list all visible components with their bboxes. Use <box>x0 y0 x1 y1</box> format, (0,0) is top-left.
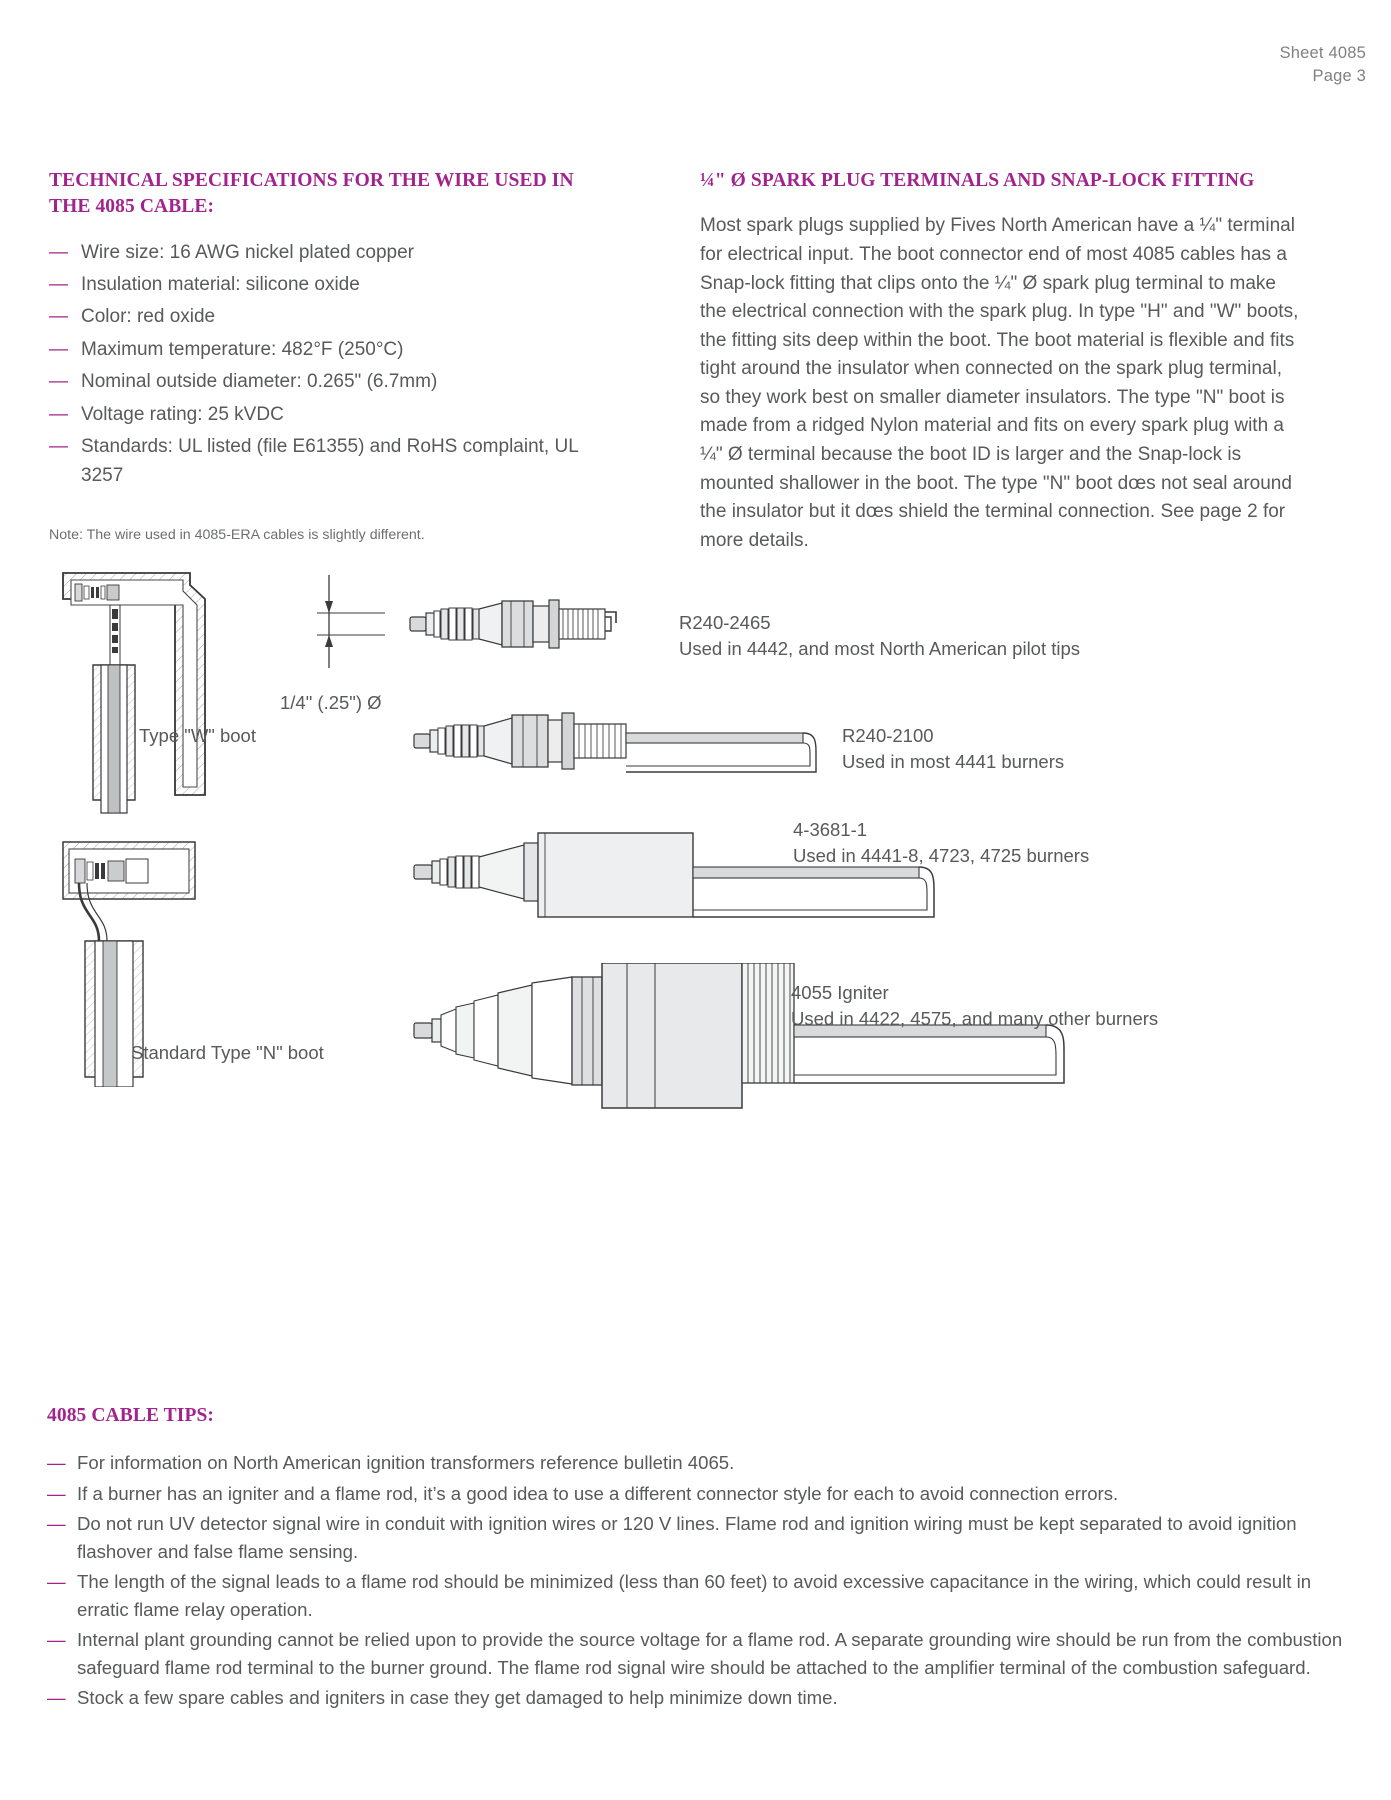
part-usage: Used in 4422, 4575, and many other burners <box>791 1008 1159 1030</box>
spec-text: Standards: UL listed (file E61355) and RoHS complaint, UL 3257 <box>81 435 579 486</box>
spec-text: Maximum temperature: 482°F (250°C) <box>81 338 404 360</box>
dash-bullet-icon: — <box>47 1571 66 1593</box>
page-number: Page 3 <box>1312 67 1366 86</box>
dash-bullet-icon: — <box>47 1687 66 1709</box>
dash-bullet-icon: — <box>47 1452 66 1473</box>
tip-text: Stock a few spare cables and igniters in case they get damaged to help minimize down time. <box>77 1687 838 1709</box>
type-n-boot-label: Standard Type "N" boot <box>131 1042 324 1063</box>
specifications-list <box>49 239 609 491</box>
list-item <box>47 1510 1347 1565</box>
diagram-area <box>0 555 1391 1195</box>
list-item <box>49 368 609 397</box>
technical-specifications-heading: TECHNICAL SPECIFICATIONS FOR THE WIRE USED IN THE 4085 CABLE: <box>49 170 574 218</box>
dash-bullet-icon: — <box>47 1629 66 1651</box>
dash-bullet-icon: — <box>49 371 68 393</box>
part-label-r240-2100 <box>842 723 1064 776</box>
list-item <box>49 271 609 300</box>
tip-text: Do not run UV detector signal wire in conduit with ignition wires or 120 V lines. Flame rod and ignition wiring must be kept separated to avoid ignition flashover and false flame sensing. <box>77 1513 1297 1562</box>
list-item <box>49 239 609 268</box>
spark-plug-r240-2100-drawing <box>412 700 842 790</box>
list-item <box>47 1626 1347 1681</box>
list-item <box>47 1480 1347 1508</box>
cable-tips-section <box>47 1405 1347 1715</box>
list-item <box>49 401 609 430</box>
dash-bullet-icon: — <box>49 338 68 360</box>
spark-plug-paragraph: Most spark plugs supplied by Fives North American have a ¼" terminal for electrical input. The boot connector end of most 4085 cables has a Snap-lock fitting that clips onto the ¼" Ø spark plug terminal to make the electrical connection with the spark plug. In type "H" and "W" boots, the fitting sits deep within the boot. The boot material is flexible and fits tight around the insulator when connected on the spark plug terminal, so they work best on smaller diameter insulators. The type "N" boot is made from a ridged Nylon material and fits on every spark plug with a ¼" Ø terminal because the boot ID is larger and the Snap-lock is mounted shallower in the boot. The type "N" boot dœs not seal around the insulator but it dœs shield the terminal connection. See page 2 for more details. <box>700 215 1299 551</box>
type-w-boot-label: Type "W" boot <box>139 725 256 746</box>
dash-bullet-icon: — <box>47 1482 66 1504</box>
tip-text: If a burner has an igniter and a flame rod, it’s a good idea to use a different connector style for each to avoid connection errors. <box>77 1482 1119 1504</box>
type-w-boot-drawing <box>55 565 275 815</box>
right-column <box>700 168 1300 555</box>
tip-text: The length of the signal leads to a flame rod should be minimized (less than 60 feet) to avoid excessive capacitance in the wiring, which could result in erratic flame relay operation. <box>77 1571 1312 1620</box>
dash-bullet-icon: — <box>49 435 68 457</box>
part-label-4-3681-1 <box>793 817 1089 870</box>
dash-bullet-icon: — <box>49 241 68 263</box>
part-label-4055-igniter <box>791 980 1158 1033</box>
list-item <box>47 1568 1347 1623</box>
cable-tips-list <box>47 1449 1347 1712</box>
tip-text: For information on North American ignition transformers reference bulletin 4065. <box>77 1452 735 1473</box>
tip-text: Internal plant grounding cannot be relied upon to provide the source voltage for a flame rod. A separate grounding wire should be run from the combustion safeguard flame rod terminal to the burner ground. The flame rod signal wire should be attached to the amplifier terminal of the combustion safeguard. <box>77 1629 1343 1678</box>
dash-bullet-icon: — <box>49 403 68 425</box>
dash-bullet-icon: — <box>47 1513 66 1535</box>
part-usage: Used in most 4441 burners <box>842 751 1065 773</box>
spark-plug-r240-2465-drawing <box>408 587 683 667</box>
spec-text: Wire size: 16 AWG nickel plated copper <box>81 241 414 263</box>
left-column <box>49 168 609 545</box>
dash-bullet-icon: — <box>49 274 68 295</box>
part-usage: Used in 4441-8, 4723, 4725 burners <box>793 845 1090 867</box>
list-item <box>49 336 609 365</box>
list-item <box>47 1684 1347 1712</box>
part-number: R240-2465 <box>679 612 771 633</box>
part-number: 4-3681-1 <box>793 819 868 840</box>
sheet-number: Sheet 4085 <box>1279 44 1366 62</box>
spark-plug-terminals-heading: ¼" Ø SPARK PLUG TERMINALS AND SNAP-LOCK FITTING <box>700 170 1255 191</box>
part-label-r240-2465 <box>679 610 1080 663</box>
part-usage: Used in 4442, and most North American pilot tips <box>679 638 1081 660</box>
list-item <box>49 433 609 491</box>
spec-text: Color: red oxide <box>81 306 216 328</box>
page-header <box>1280 42 1366 89</box>
spec-text: Insulation material: silicone oxide <box>81 274 360 295</box>
dash-bullet-icon: — <box>49 306 68 328</box>
spec-text: Voltage rating: 25 kVDC <box>81 403 284 425</box>
part-number: 4055 Igniter <box>791 982 889 1003</box>
list-item <box>47 1449 1347 1477</box>
wire-note: Note: The wire used in 4085-ERA cables is slightly different. <box>49 526 425 543</box>
spec-text: Nominal outside diameter: 0.265" (6.7mm) <box>81 371 438 393</box>
cable-tips-heading: 4085 CABLE TIPS: <box>47 1405 215 1426</box>
dimension-label: 1/4" (.25") Ø <box>280 692 382 713</box>
diameter-dimension-arrow <box>315 573 385 683</box>
list-item <box>49 303 609 332</box>
part-number: R240-2100 <box>842 725 934 746</box>
